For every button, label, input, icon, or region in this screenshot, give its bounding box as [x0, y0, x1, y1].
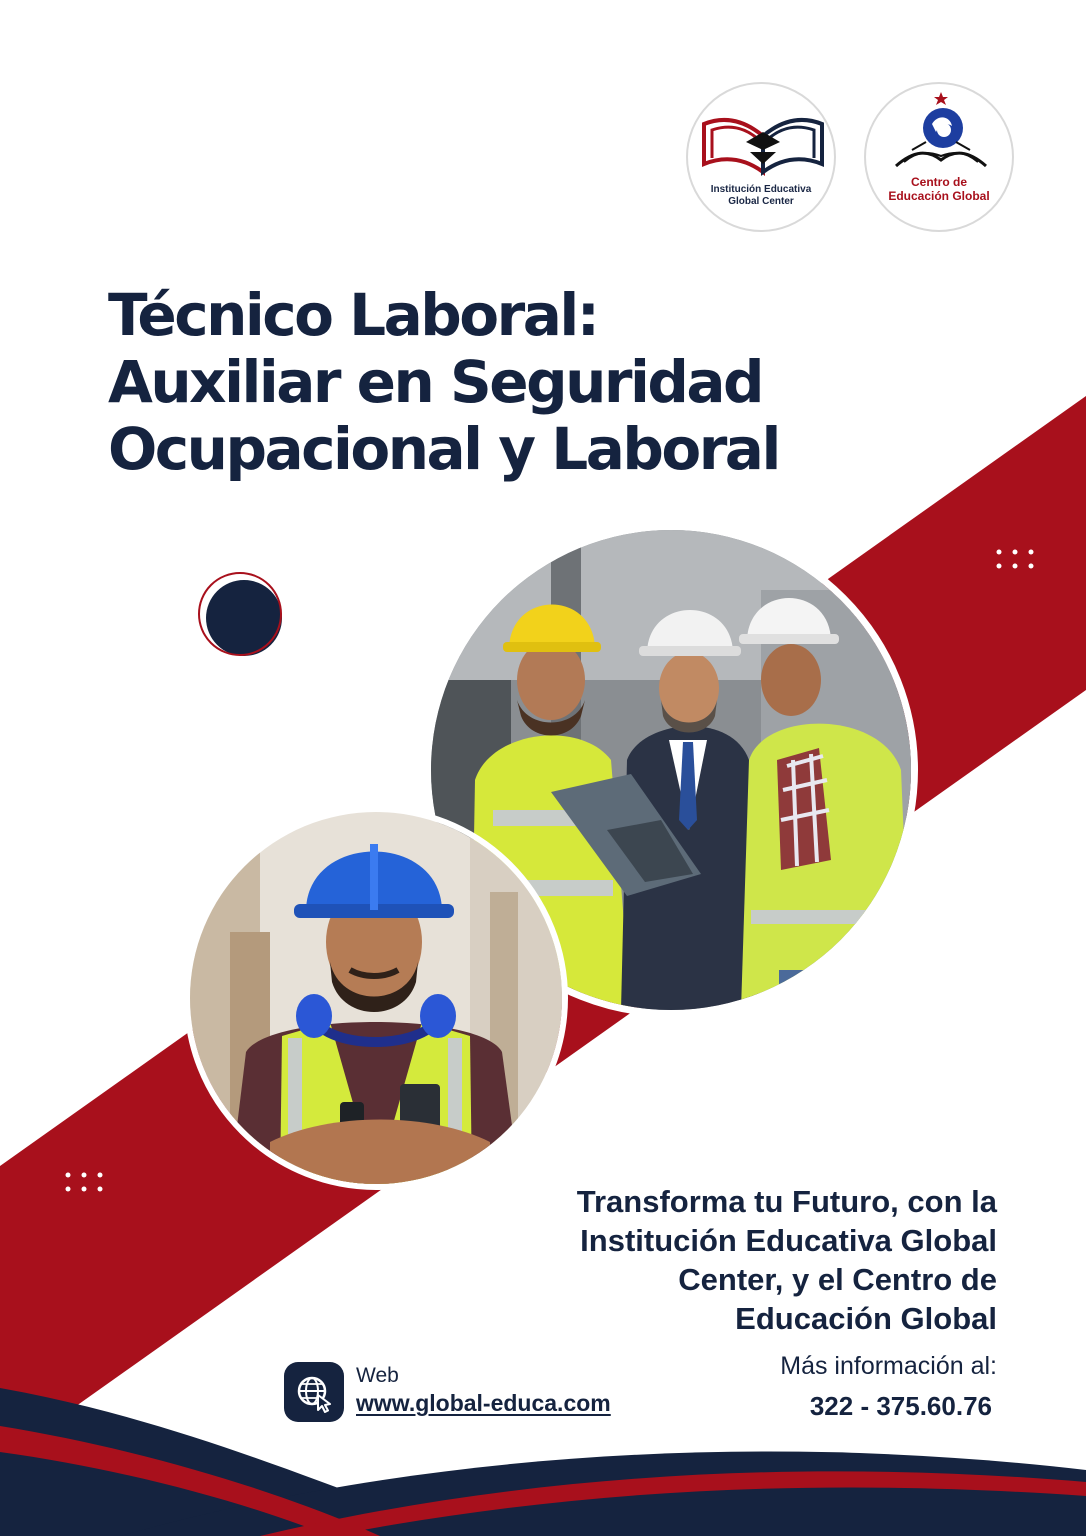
- logo-institucion-line1: Institución Educativa: [710, 184, 812, 195]
- course-title-line1: Técnico Laboral:: [108, 281, 598, 349]
- tagline: [437, 1182, 997, 1338]
- web-label: Web: [356, 1364, 399, 1387]
- decor-circle: [206, 580, 282, 656]
- logo-centro-line2: Educación Global: [888, 188, 990, 203]
- more-info-label: Más información al:: [780, 1352, 997, 1380]
- logo-institucion-line2: Global Center: [728, 195, 794, 207]
- phone-number: 322 - 375.60.76: [809, 1391, 992, 1421]
- logo-centro-line1: Centro de: [910, 175, 967, 189]
- tagline-line3: Center, y el Centro de: [678, 1262, 997, 1297]
- web-url-link[interactable]: www.global-educa.com: [356, 1390, 611, 1416]
- course-title: [108, 282, 868, 483]
- globe-cursor-icon: [284, 1362, 344, 1422]
- tagline-line2: Institución Educativa Global: [580, 1223, 997, 1258]
- tagline-line4: Educación Global: [735, 1301, 997, 1336]
- course-title-line2: Auxiliar en Seguridad: [108, 348, 763, 416]
- tagline-line1: Transforma tu Futuro, con la: [576, 1184, 997, 1219]
- globe-book-icon: [866, 84, 1016, 234]
- logo-centro-educacion-global: [864, 82, 1014, 232]
- course-title-line3: Ocupacional y Laboral: [108, 415, 779, 483]
- logo-institucion-educativa: [686, 82, 836, 232]
- photo-worker-portrait: [184, 806, 568, 1190]
- open-book-icon: [688, 84, 838, 234]
